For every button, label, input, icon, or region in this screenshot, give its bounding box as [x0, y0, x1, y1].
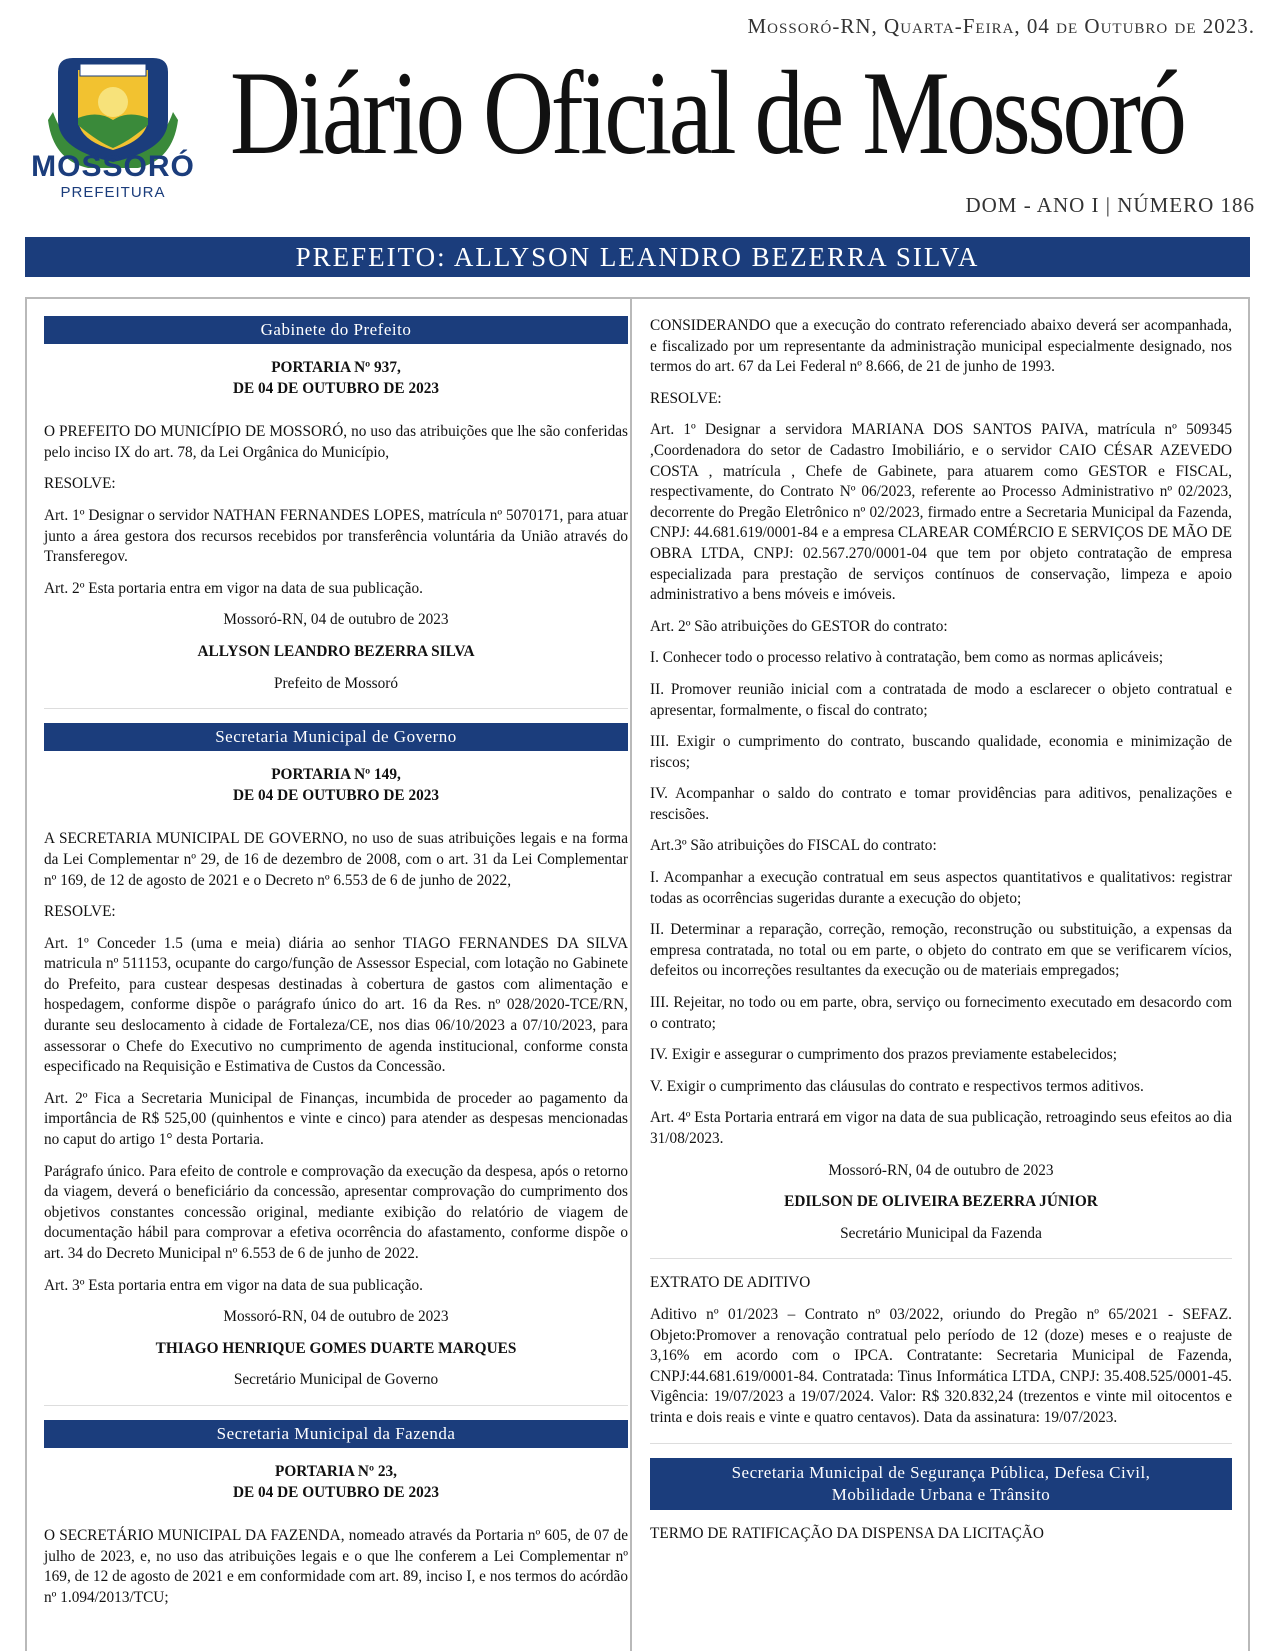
signer-name: ALLYSON LEANDRO BEZERRA SILVA — [197, 642, 475, 660]
issue-date: Mossoró-RN, Quarta-Feira, 04 de Outubro de 2023. — [747, 14, 1255, 38]
paragraph: Art. 3º Esta portaria entra em vigor na data de sua publicação. — [44, 1276, 423, 1294]
portaria-title: PORTARIA Nº 937, — [271, 359, 401, 376]
mayor-banner: PREFEITO: ALLYSON LEANDRO BEZERRA SILVA — [25, 237, 1250, 277]
paragraph: A SECRETARIA MUNICIPAL DE GOVERNO, no uso de suas atribuições legais e na forma da Lei Complementar nº 29, de 16 de dezembro de 2008, com o art. 31 da Lei Complementar nº 169, de 12 de agosto de 2021 e o Decreto nº 6.553 de 6 de junho de 2022, — [44, 830, 628, 889]
list-item: IV. Exigir e assegurar o cumprimento dos prazos previamente estabelecidos; — [650, 1046, 1117, 1064]
paragraph: Art.3º São atribuições do FISCAL do contrato: — [650, 837, 937, 855]
place-date: Mossoró-RN, 04 de outubro de 2023 — [828, 1161, 1054, 1179]
signer-role: Prefeito de Mossoró — [273, 674, 399, 692]
list-item: II. Promover reunião inicial com a contratada de modo a esclarecer o objeto contratual e apresentar, formalmente, o fiscal do contrato; — [650, 680, 1232, 719]
logo-wordmark: MOSSORÓ — [31, 150, 195, 183]
paragraph: O SECRETÁRIO MUNICIPAL DA FAZENDA, nomeado através da Portaria nº 605, de 07 de julho de 2023, e, no uso das atribuições legais e o que lhe conferem a Lei Complementar nº 169, de 12 de agosto de 2021 e em conformidade com art. 89, inciso I, e nos termos do acórdão nº 1.094/2013/TCU; — [44, 1527, 628, 1606]
resolve-label: RESOLVE: — [44, 475, 116, 493]
resolve-label: RESOLVE: — [44, 903, 116, 921]
section-header-fazenda: Secretaria Municipal da Fazenda — [44, 1420, 628, 1448]
list-item: I. Conhecer todo o processo relativo à contratação, bem como as normas aplicáveis; — [650, 649, 1164, 667]
prefeitura-logo — [28, 50, 198, 205]
section-header-line: Mobilidade Urbana e Trânsito — [831, 1484, 1051, 1504]
paragraph: Art. 4º Esta Portaria entrará em vigor na data de sua publicação, retroagindo seus efeitos ao dia 31/08/2023. — [650, 1109, 1232, 1147]
paragraph: Art. 2º Fica a Secretaria Municipal de Finanças, incumbida de proceder ao pagamento da importância de R$ 525,00 (quinhentos e vinte e cinco) para atender as despesas mencionadas no caput do artigo 1° desta Portaria. — [44, 1089, 628, 1149]
signer-role: Secretário Municipal da Fazenda — [840, 1224, 1042, 1242]
portaria-date: DE 04 DE OUTUBRO DE 2023 — [232, 379, 440, 397]
place-date: Mossoró-RN, 04 de outubro de 2023 — [223, 1308, 449, 1326]
portaria-date: DE 04 DE OUTUBRO DE 2023 — [232, 786, 440, 804]
list-item: III. Rejeitar, no todo ou em parte, obra, serviço ou fornecimento executado em desacordo com o contrato; — [650, 994, 1232, 1032]
edition-number: DOM - ANO I | NÚMERO 186 — [965, 193, 1255, 217]
paragraph: CONSIDERANDO que a execução do contrato referenciado abaixo deverá ser acompanhada, e fiscalizado por um representante da administração municipal especialmente designado, nos termos do art. 67 da Lei Federal nº 8.666, de 21 de junho de 1993. — [650, 317, 1232, 376]
paragraph: Art. 1º Designar a servidora MARIANA DOS SANTOS PAIVA, matrícula nº 509345 ,Coordenadora do setor de Cadastro Imobiliário, e o servidor CAIO CÉSAR AZEVEDO COSTA , matrícula , Chefe de Gabinete, para atuarem como GESTOR e FISCAL, respectivamente, do Contrato Nº 06/2023, referente ao Processo Administrativo nº 02/2023, decorrente do Pregão Eletrônico nº 02/2023, firmado entre a Secretaria Municipal da Fazenda, CNPJ: 44.681.619/0001-84 e a empresa CLAREAR COMÉRCIO E SERVIÇOS DE MÃO DE OBRA LTDA, CNPJ: 02.567.270/0001-04 que tem por objeto contratação de empresa especializada para prestação de serviços contínuos de conservação, limpeza e apoio administrativo a bens móveis e imóveis. — [650, 421, 1232, 604]
paragraph: Art. 1º Designar o servidor NATHAN FERNANDES LOPES, matrícula nº 5070171, para atuar junto a área gestora dos recursos recebidos por transferência voluntária da União através do Transferegov. — [44, 506, 628, 566]
section-header-governo: Secretaria Municipal de Governo — [44, 723, 628, 751]
masthead-title: Diário Oficial de Mossoró — [230, 46, 1184, 179]
divider — [650, 1443, 1232, 1444]
section-header-gabinete: Gabinete do Prefeito — [44, 316, 628, 344]
logo-subtitle: PREFEITURA — [60, 184, 166, 201]
signer-name: THIAGO HENRIQUE GOMES DUARTE MARQUES — [155, 1339, 517, 1357]
portaria-title: PORTARIA Nº 149, — [271, 766, 401, 784]
place-date: Mossoró-RN, 04 de outubro de 2023 — [223, 611, 449, 629]
signer-name: EDILSON DE OLIVEIRA BEZERRA JÚNIOR — [784, 1193, 1098, 1211]
divider — [44, 708, 628, 709]
paragraph: O PREFEITO DO MUNICÍPIO DE MOSSORÓ, no uso das atribuições que lhe são conferidas pelo inciso IX do art. 78, da Lei Orgânica do Município, — [44, 423, 628, 461]
list-item: IV. Acompanhar o saldo do contrato e tomar providências para aditivos, penalizações e rescisões. — [650, 785, 1232, 823]
resolve-label: RESOLVE: — [650, 389, 722, 407]
paragraph: Art. 1º Conceder 1.5 (uma e meia) diária ao senhor TIAGO FERNANDES DA SILVA matricula nº 511153, ocupante do cargo/função de Assessor Especial, com lotação no Gabinete do Prefeito, para custear despesas destinadas à cobertura de gastos com alimentação e hospedagem, conforme dispõe o parágrafo único do art. 16 da Res. nº 028/2020-TCE/RN, durante seu deslocamento à cidade de Fortaleza/CE, nos dias 06/10/2023 a 07/10/2023, para assessorar o Chefe do Executivo no cumprimento de agenda institucional, conforme consta especificado na Requisição e Estimativa de Custos da Concessão. — [44, 934, 628, 1076]
list-item: I. Acompanhar a execução contratual em seus aspectos quantitativos e qualitativos: registrar todas as ocorrências sugeridas durante a execução do objeto; — [650, 869, 1232, 907]
portaria-title: PORTARIA Nº 23, — [275, 1462, 397, 1480]
list-item: III. Exigir o cumprimento do contrato, buscando qualidade, economia e minimização de riscos; — [650, 733, 1232, 771]
left-column — [44, 316, 628, 1620]
list-item: V. Exigir o cumprimento das cláusulas do contrato e respectivos termos aditivos. — [650, 1077, 1144, 1095]
paragraph: Art. 2º São atribuições do GESTOR do contrato: — [650, 617, 948, 635]
termo-title: TERMO DE RATIFICAÇÃO DA DISPENSA DA LICITAÇÃO — [650, 1524, 1044, 1542]
divider — [650, 1258, 1232, 1259]
right-column — [650, 316, 1232, 1555]
list-item: II. Determinar a reparação, correção, remoção, reconstrução ou substituição, a expensas da empresa contratada, no total ou em parte, o objeto do contrato em que se verificarem vícios, defeitos ou incorreções resultantes da execução ou de materiais empregados; — [650, 921, 1232, 980]
paragraph: Parágrafo único. Para efeito de controle e comprovação da execução da despesa, após o retorno da viagem, deverá o beneficiário da concessão, apresentar comprovação do cumprimento dos objetivos constantes concessão original, mediante exibição do relatório de viagem de documentação hábil para comprovar a efetiva ocorrência do afastamento, conforme dispõe o art. 34 do Decreto Municipal nº 6.553 de 6 de junho de 2022. — [44, 1162, 628, 1262]
section-header-seguranca — [650, 1458, 1232, 1510]
paragraph: Art. 2º Esta portaria entra em vigor na data de sua publicação. — [44, 579, 423, 597]
divider — [44, 1405, 628, 1406]
signer-role: Secretário Municipal de Governo — [233, 1371, 439, 1389]
column-divider — [630, 297, 632, 1651]
portaria-date: DE 04 DE OUTUBRO DE 2023 — [232, 1483, 440, 1501]
paragraph: Aditivo nº 01/2023 – Contrato nº 03/2022, oriundo do Pregão nº 65/2021 - SEFAZ. Objeto:Promover a renovação contratual pelo período de 12 (doze) meses e o reajuste de 3,16% em acordo com o IPCA. Contratante: Secretaria Municipal de Fazenda, CNPJ:44.681.619/0001-84. Contratada: Tinus Informática LTDA, CNPJ: 35.408.525/0001-45. Vigência: 19/07/2023 a 19/07/2024. Valor: R$ 320.832,24 (trezentos e vinte mil oitocentos e trinta e dois reais e vinte e quatro centavos). Data da assinatura: 19/07/2023. — [650, 1305, 1232, 1426]
extrato-title: EXTRATO DE ADITIVO — [650, 1274, 811, 1292]
section-header-line: Secretaria Municipal de Segurança Pública, Defesa Civil, — [731, 1462, 1151, 1482]
